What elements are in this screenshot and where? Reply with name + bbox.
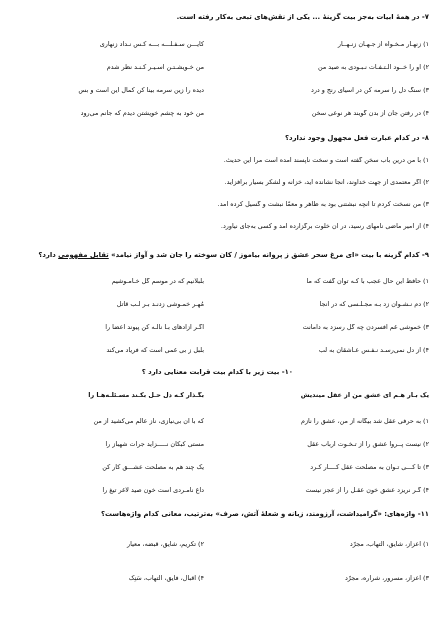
q9-option-4 <box>14 347 429 370</box>
q7-option-2-right: ۲) او را خــود الـتـفـات نـبـودی به صید من <box>317 64 429 71</box>
question-9-options <box>14 278 429 370</box>
q9-option-2 <box>14 301 429 324</box>
question-11-title: ۱۱- واژه‌های: «گرامیداشت، آرزومند، زبانه و شعلهٔ آتش، صرف» به‌ترتیب، معانی کدام واژه‌هاست؟ <box>101 510 429 518</box>
q10-option-4-left: داغ نامـردی است خون صید لاغر تیغ را <box>102 487 204 494</box>
q7-option-4-right: ۴) در رفتن جان از بدن گویند هر نوعی سخن <box>311 110 429 117</box>
q9-title-post: دارد؟ <box>38 251 59 259</box>
q8-option-2: ۲) اگر معتمدی از جهت خداوند، آنجا نشانده آید، خزانه و لشکر بسیار برافزاید. <box>224 179 429 186</box>
q7-option-1-left: کایـــن سـفـلـــه بـــه کـس نـداد زنهاری <box>99 41 204 48</box>
q9-option-3 <box>14 324 429 347</box>
q7-option-2 <box>14 64 429 87</box>
q9-title-pre: ۹- کدام گزینه با بیت «ای مرغ سحر عشق ز پروانه بیاموز / کان سوخته را جان شد و آواز نیامد» <box>108 251 429 259</box>
q10-option-4-right: ۴) گـر نریزد عشق خون عقـل را از عجز نیست <box>305 487 429 494</box>
q11-option-4: ۴) اقبال، فایق، التهاب، سَنِک <box>128 575 204 582</box>
q7-option-1 <box>14 41 429 64</box>
question-7-options <box>14 41 429 133</box>
question-7-title: ۷- در همهٔ ابیات به‌جز بیت گزینهٔ ... یکی از نقش‌های تبعی به‌کار رفته است. <box>176 13 429 21</box>
q8-option-1: ۱) با من درین باب سخن گفته است و سخت ناپسند آمده است مرا این حدیث. <box>223 157 429 164</box>
q7-option-4-left: من خود به چشم خویشتن دیدم که جانم می‌رود <box>80 110 204 117</box>
question-8-title: ۸- در کدام عبارت فعل مجهول وجود ندارد؟ <box>285 134 429 142</box>
q9-option-4-right: ۴) از دل نمی‌رسـد نـفـس عـاشقان به لب <box>318 347 429 354</box>
q9-option-2-right: ۲) دم نـشـوان زد بـه مجـلـسی که در آنجا <box>319 301 429 308</box>
question-9-title <box>38 252 429 260</box>
q9-option-1 <box>14 278 429 301</box>
q7-option-3-right: ۳) سنگ دل را سرمه کن در آسیای رنج و درد <box>310 87 429 94</box>
question-10-options <box>14 418 429 510</box>
q10-option-2-left: مستی کبکان نـــــزاید جرأت شهباز را <box>105 441 204 448</box>
question-10-title: ۱۰- بیت زیر با کدام بیت قرابت معنایی دارد ؟ <box>141 368 293 376</box>
q11-option-row-1 <box>14 541 429 575</box>
q10-couplet-right: یک بـار هـم ای عشق من از عقل میندیش <box>300 392 429 399</box>
q9-option-3-right: ۳) خموشی غم افسردن چه گل رسزد به دامانت <box>302 324 429 331</box>
q9-option-3-left: اگـر آزادهای بـا نالـه کن پیوند اعضا را <box>105 324 204 331</box>
q11-option-1: ۱) اعزاز، شایق، التهاب، مجرّد <box>349 541 429 548</box>
q10-option-1 <box>14 418 429 441</box>
q11-option-row-2 <box>14 575 429 609</box>
q10-option-2 <box>14 441 429 464</box>
question-11-options <box>14 541 429 609</box>
q9-option-2-left: مُهـر خمـوشی زدنـد بـر لـب قاتل <box>116 301 204 308</box>
q10-option-3 <box>14 464 429 487</box>
q9-title-underlined: تقابل مفهومی <box>58 251 109 259</box>
q8-option-3: ۳) من نسخت کردم تا آنچه نبشتنی بود به ظاهر و معمّا نبشت و گسیل کرده آمد. <box>217 201 429 208</box>
q8-option-4: ۴) از امیر ماضی نامهای رسید، در آن خلوت برگزارده آمد و کسی به‌جای نیاورد. <box>220 223 429 230</box>
q10-couplet <box>14 392 429 399</box>
q10-option-1-right: ۱) به حرفی عقل شد بیگانه از من، عشق را نازم <box>301 418 429 425</box>
q9-option-1-left: بلبلانیم که در موسم گل خـامـوشیم <box>111 278 204 285</box>
q10-couplet-left: بگـذار کـه دل حـل بکـند مسـئلـه‌هـا را <box>88 392 204 399</box>
q10-option-2-right: ۲) نیست پــروا عشق را از تـخـوت ارباب عقل <box>307 441 429 448</box>
q10-option-3-right: ۳) تا کـــی تـوان به مصلحت عقل کــــار کـرد <box>310 464 429 471</box>
q10-option-1-left: که با آن بی‌نیازی، ناز عالم می‌کشید از من <box>93 418 204 425</box>
q7-option-4 <box>14 110 429 133</box>
q11-option-2: ۲) تکریم، شایق، قبضه، معیار <box>127 541 204 548</box>
q10-option-4 <box>14 487 429 510</box>
q9-option-4-left: بلبل ز بی غمی است که فریاد می‌کند <box>106 347 204 354</box>
q7-option-2-left: من خـویشـتـن اسـیـر کـنـد نظر شدم <box>106 64 204 71</box>
q11-option-3: ۳) اعزاز، مسرور، شراره، مجرّد <box>344 575 429 582</box>
q7-option-1-right: ۱) زنهـار مـخـواه از جـهـان زنـهــار <box>337 41 429 48</box>
q9-option-1-right: ۱) حافظ این حال عجب با کـه توان گفت که ما <box>306 278 429 285</box>
q7-option-3 <box>14 87 429 110</box>
q7-option-3-left: دیده را زین سرمه بینا کن کمال این است و بس <box>78 87 204 94</box>
q10-option-3-left: یک چند هم به مصلحت عشـــق کار کن <box>102 464 204 471</box>
question-8-options <box>14 157 429 245</box>
